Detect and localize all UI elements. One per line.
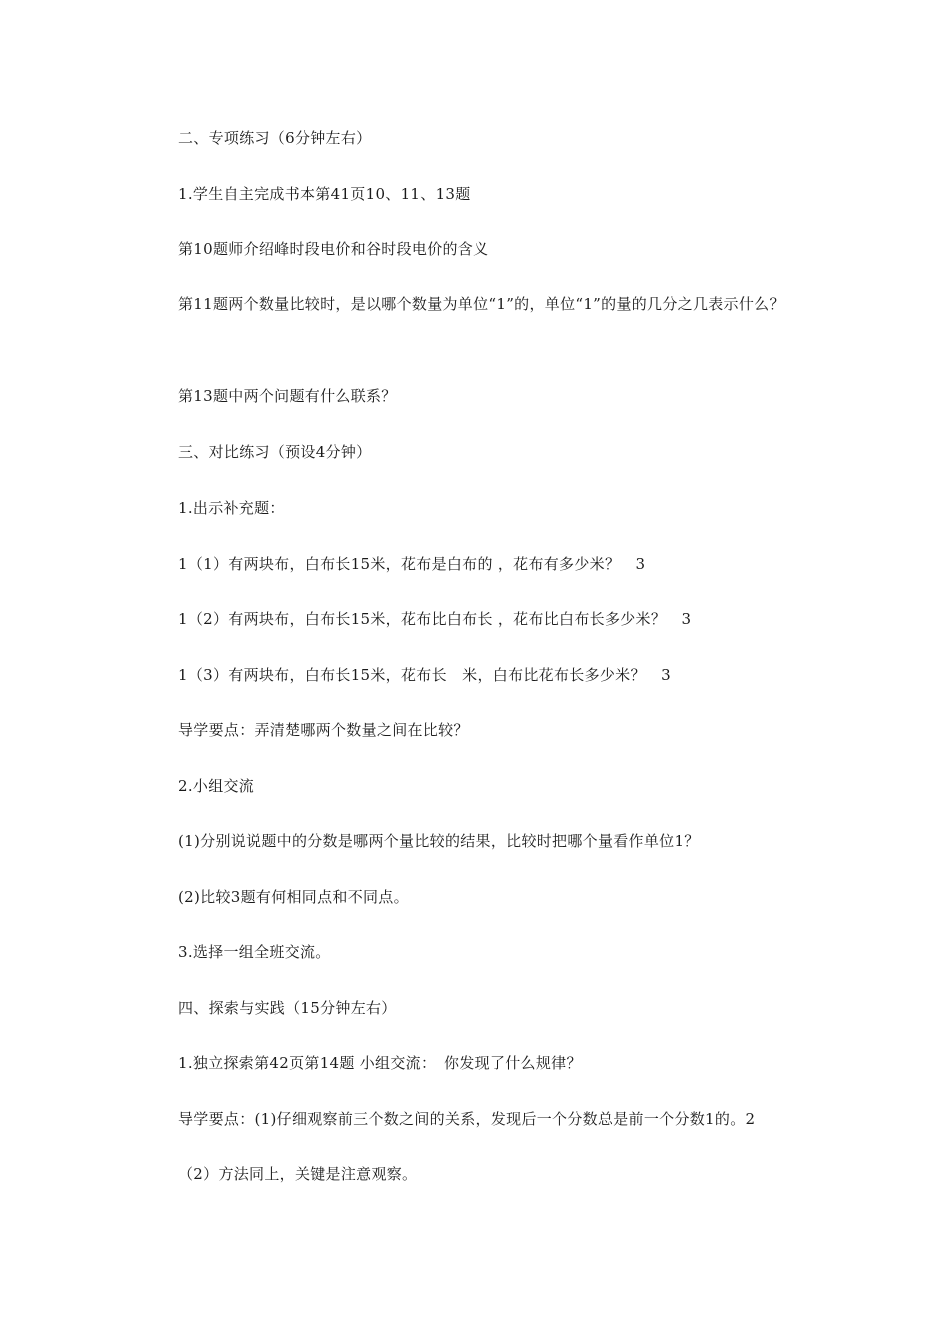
paragraph: （2）方法同上，关键是注意观察。 [178, 1165, 418, 1183]
paragraph: 1.学生自主完成书本第41页10、11、13题 [178, 185, 471, 203]
paragraph: 1.出示补充题： [178, 499, 285, 517]
paragraph: 导学要点：(1)仔细观察前三个数之间的关系，发现后一个分数总是前一个分数1的。2 [178, 1110, 756, 1128]
section-heading-4: 四、探索与实践（15分钟左右） [178, 999, 397, 1017]
paragraph: 3.选择一组全班交流。 [178, 943, 331, 961]
section-heading-2: 二、专项练习（6分钟左右） [178, 129, 372, 147]
exercise-item: 1（3）有两块布，白布长15米，花布长 米，白布比花布长多少米？ 3 [178, 666, 671, 684]
paragraph: (1)分别说说题中的分数是哪两个量比较的结果，比较时把哪个量看作单位1？ [178, 832, 700, 850]
paragraph: 第11题两个数量比较时，是以哪个数量为单位“1”的，单位“1”的量的几分之几表示什么？ [178, 295, 785, 313]
paragraph: 第13题中两个问题有什么联系？ [178, 387, 397, 405]
exercise-item: 1（2）有两块布，白布长15米，花布比白布长 ，花布比白布长多少米？ 3 [178, 610, 692, 628]
paragraph: 2.小组交流 [178, 777, 255, 795]
paragraph: (2)比较3题有何相同点和不同点。 [178, 888, 409, 906]
paragraph: 1.独立探索第42页第14题 小组交流： 你发现了什么规律？ [178, 1054, 582, 1072]
paragraph: 导学要点：弄清楚哪两个数量之间在比较？ [178, 721, 469, 739]
exercise-item: 1（1）有两块布，白布长15米，花布是白布的 ，花布有多少米？ 3 [178, 555, 646, 573]
paragraph: 第10题师介绍峰时段电价和谷时段电价的含义 [178, 240, 489, 258]
section-heading-3: 三、对比练习（预设4分钟） [178, 443, 372, 461]
